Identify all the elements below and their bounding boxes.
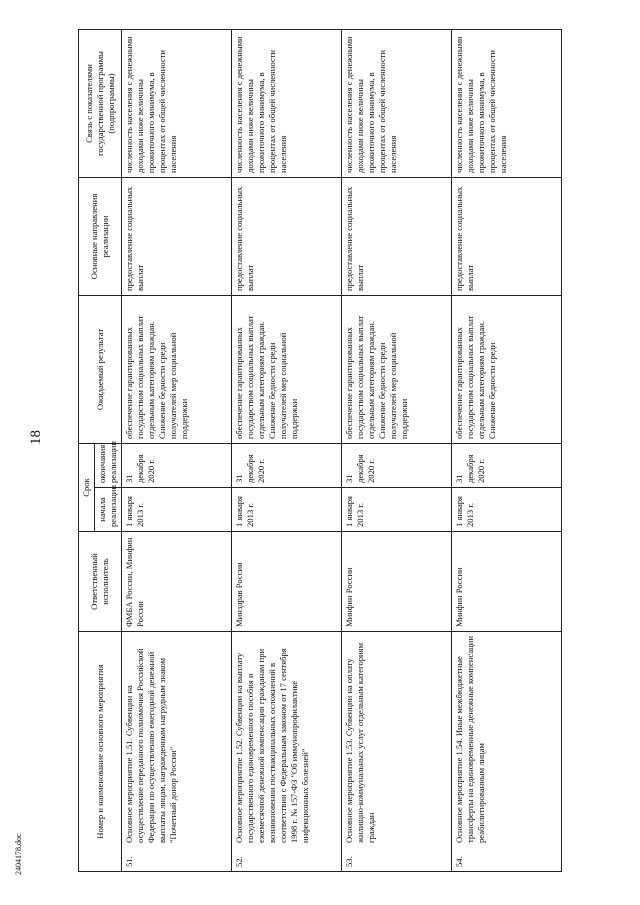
start-date-cell: 1 января 2013 г.	[122, 488, 232, 532]
header-directions: Основные направления реализации	[79, 177, 122, 295]
activity-name-cell	[452, 632, 562, 872]
directions-cell: предоставление социальных выплат	[122, 177, 232, 295]
directions-cell: предоставление социальных выплат	[342, 177, 452, 295]
activity-name-cell	[232, 632, 342, 872]
activity-name: Основное мероприятие 1.54. Иные межбюджетные трансферты на единовременные денежные компенсации реабилитированным лицам	[454, 636, 486, 843]
activity-name-cell	[342, 632, 452, 872]
activity-name: Основное мероприятие 1.53. Субвенции на оплату жилищно-коммунальных услуг отдельным категориям граждан	[344, 642, 376, 843]
table-row	[232, 29, 342, 871]
directions-cell: предоставление социальных выплат	[232, 177, 342, 295]
indicator-link-cell: численность населения с денежными доходами ниже величины прожиточного минимума, в процентах от общей численности населения	[452, 29, 562, 177]
expected-result-cell: обеспечение гарантированных государством социальных выплат отдельным категориям граждан. Снижение бедности среди	[452, 295, 562, 443]
expected-result-cell: обеспечение гарантированных государством социальных выплат отдельным категориям граждан. Снижение бедности среди получателей мер социальной поддержки	[342, 295, 452, 443]
start-date-cell: 1 января 2013 г.	[232, 488, 342, 532]
table-header	[79, 29, 122, 871]
row-number: 52.	[234, 856, 244, 867]
indicator-link-cell: численность населения с денежными доходами ниже величины прожиточного минимума, в процентах от общей численности населения	[342, 29, 452, 177]
table-row	[122, 29, 232, 871]
start-date-cell: 1 января 2013 г.	[452, 488, 562, 532]
activity-name-cell	[122, 632, 232, 872]
activity-name: Основное мероприятие 1.52. Субвенции на выплату государственного единовременного пособия и ежемесячной денежной компенсации гражданам при возникновении поствакцинальных осложнений в соответствии с Федеральным законом от 17 сентября 1998 г. № 157-ФЗ "Об иммунопрофилактике инфекционных болезней"	[234, 648, 310, 843]
activities-table	[78, 29, 562, 872]
header-term: Срок	[79, 443, 95, 531]
end-date-cell: 31 декабря 2020 г.	[452, 443, 562, 487]
executor-cell: Минфин России	[342, 532, 452, 632]
end-date-cell: 31 декабря 2020 г.	[342, 443, 452, 487]
expected-result-cell: обеспечение гарантированных государством социальных выплат отдельным категориям граждан. Снижение бедности среди получателей мер социальной поддержки	[122, 295, 232, 443]
header-executor: Ответственный исполнитель	[79, 532, 122, 632]
indicator-link-cell: численность населения с денежными доходами ниже величины прожиточного минимума, в процентах от общей численности населения	[122, 29, 232, 177]
directions-cell: предоставление социальных выплат	[452, 177, 562, 295]
document-file-id: 2404178.doc	[14, 833, 23, 875]
start-date-cell: 1 января 2013 г.	[342, 488, 452, 532]
header-result: Ожидаемый результат	[79, 295, 122, 443]
activity-name: Основное мероприятие 1.51. Субвенции на осуществление переданного полномочия Российской Федерации по осуществлению ежегодной денежной выплаты лицам, награжденным нагрудным знаком "Почетный донор России"	[124, 648, 178, 843]
table-row	[342, 29, 452, 871]
header-end: окончания реализации	[95, 443, 122, 487]
executor-cell: Минфин России	[452, 532, 562, 632]
page-number: 18	[28, 430, 44, 445]
header-name: Номер и наименование основного мероприятия	[79, 632, 122, 872]
row-number: 53.	[344, 856, 354, 867]
row-number: 51.	[124, 856, 134, 867]
rotated-page-content	[78, 30, 610, 872]
header-start: начала реализации	[95, 488, 122, 532]
executor-cell: Минздрав России	[232, 532, 342, 632]
indicator-link-cell: численность населения с денежными доходами ниже величины прожиточного минимума, в процентах от общей численности населения	[232, 29, 342, 177]
end-date-cell: 31 декабря 2020 г.	[232, 443, 342, 487]
end-date-cell: 31 декабря 2020 г.	[122, 443, 232, 487]
executor-cell: ФМБА России, Минфин России	[122, 532, 232, 632]
header-link: Связь с показателями государственной программы (подпрограммы)	[79, 29, 122, 177]
table-row	[452, 29, 562, 871]
expected-result-cell: обеспечение гарантированных государством социальных выплат отдельным категориям граждан. Снижение бедности среди получателей мер социальной поддержки	[232, 295, 342, 443]
row-number: 54.	[454, 856, 464, 867]
